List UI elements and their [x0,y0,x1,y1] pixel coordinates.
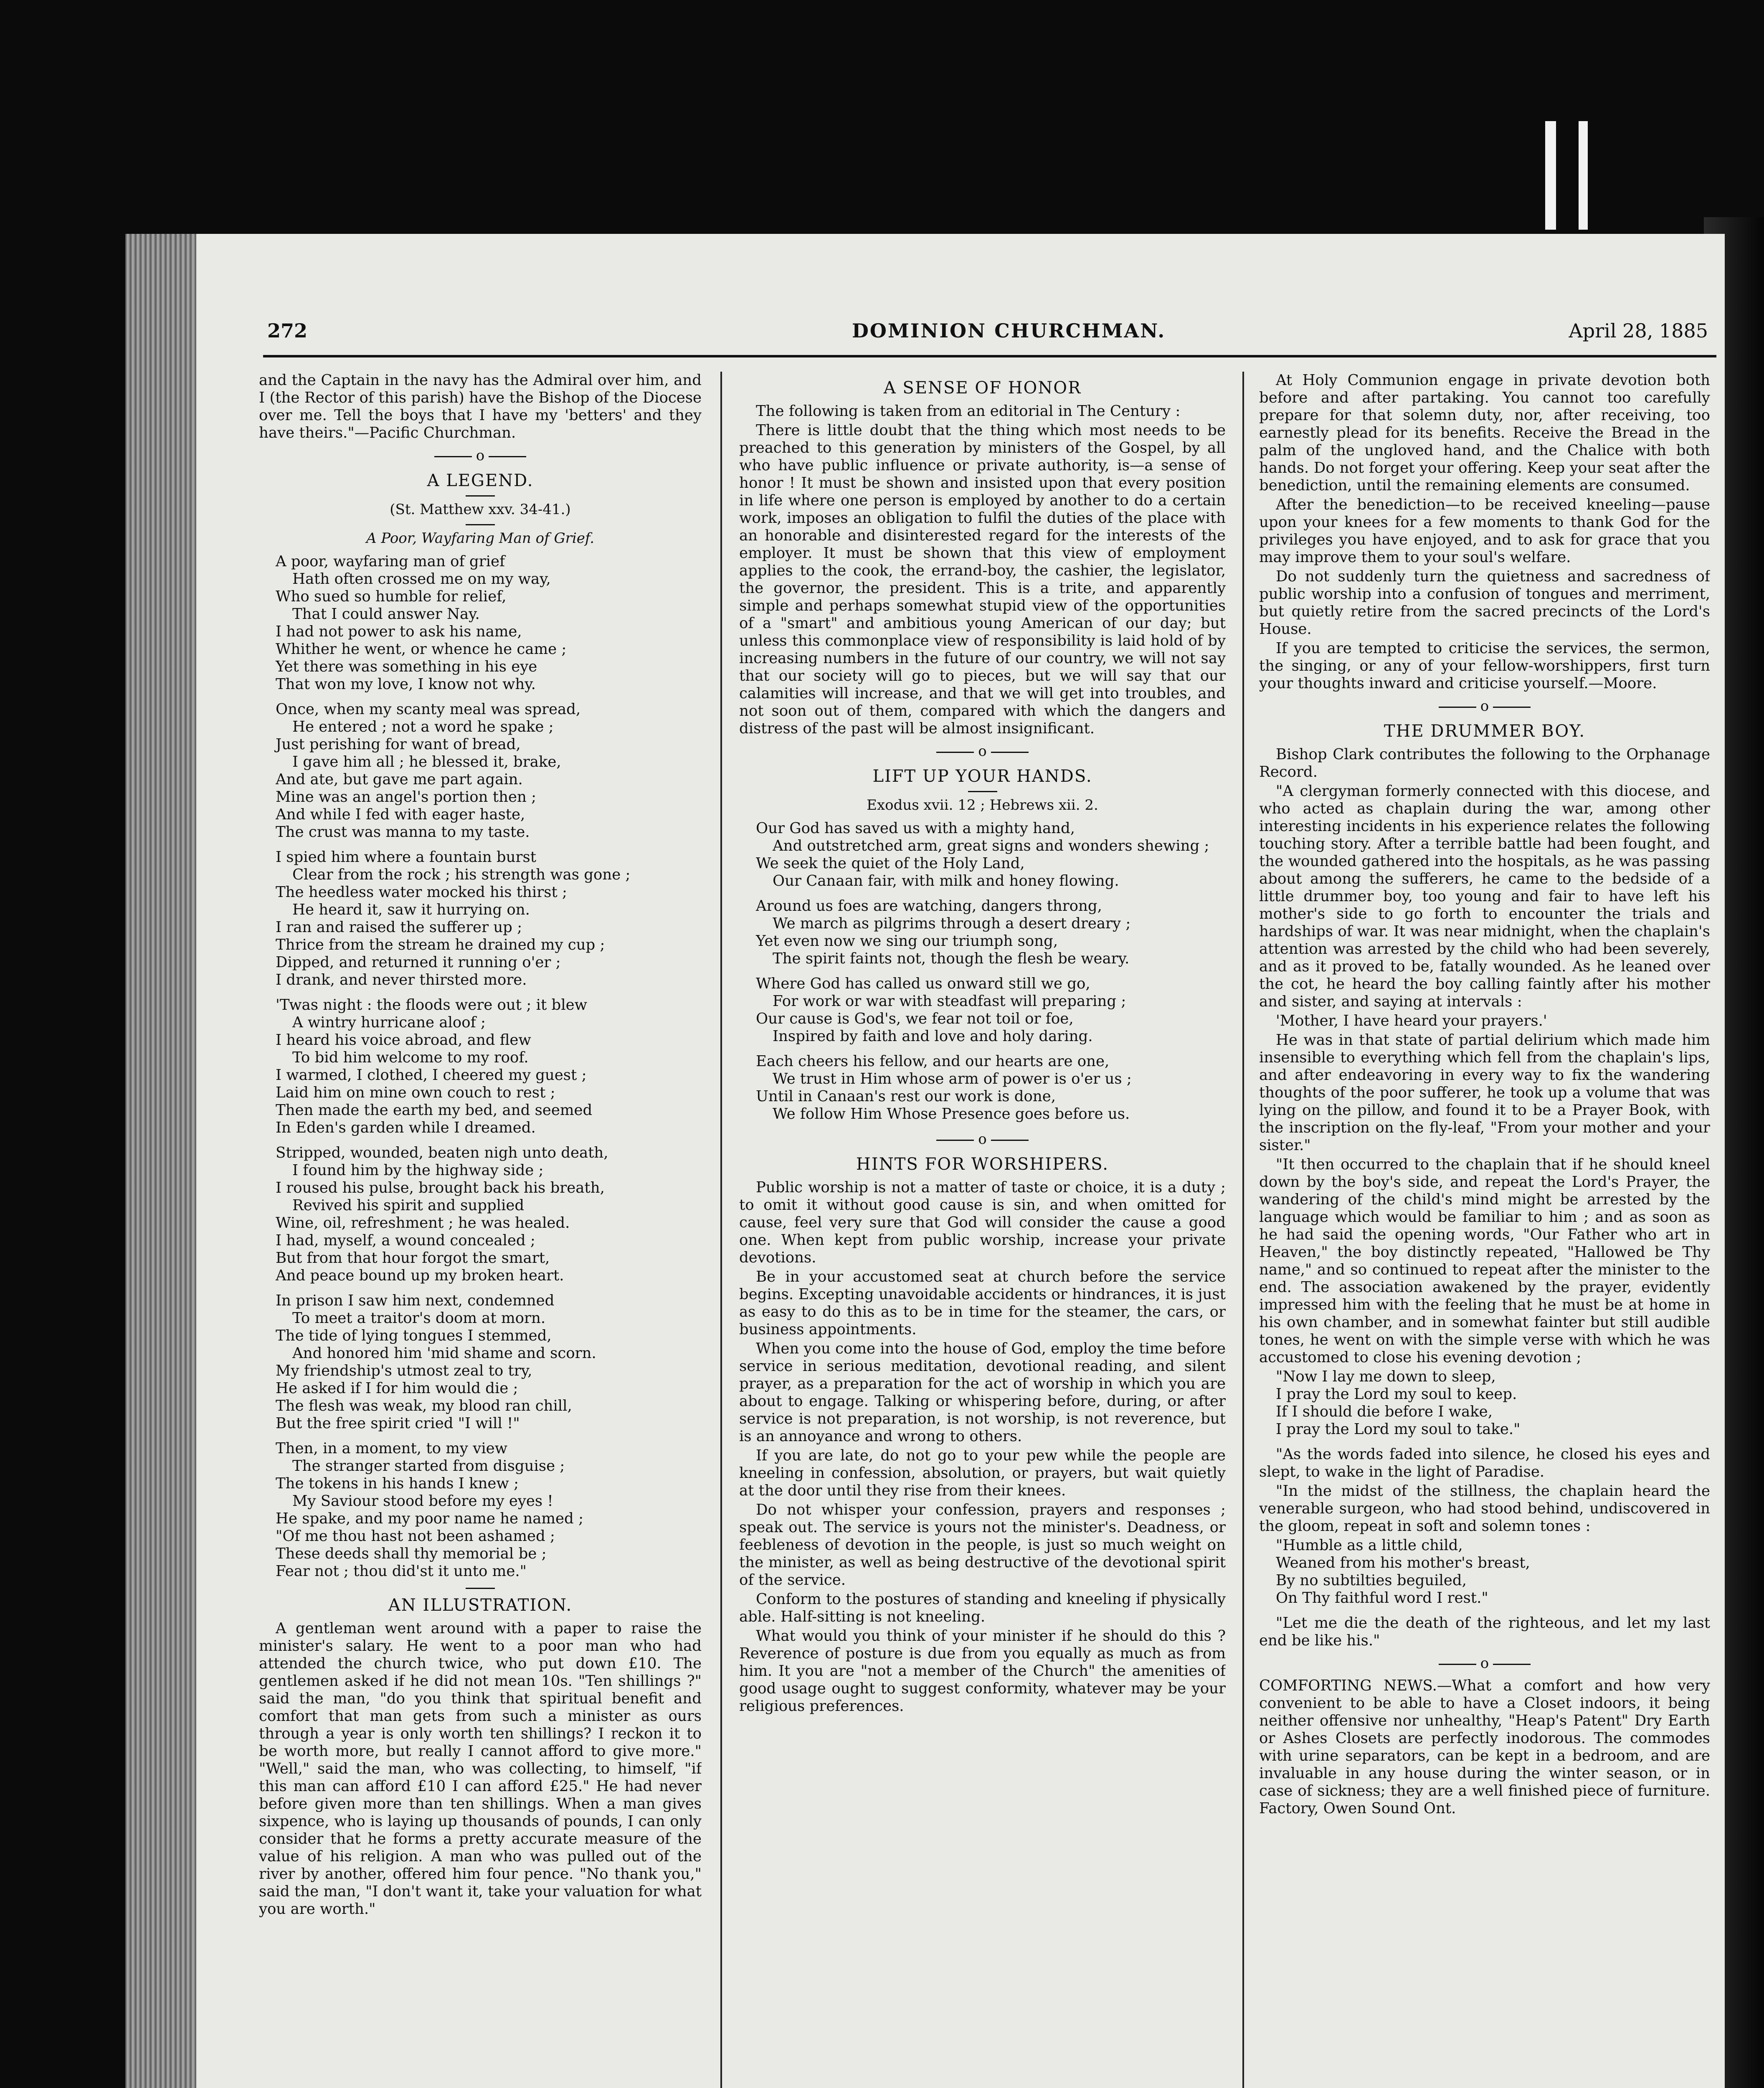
verse-line: Revived his spirit and supplied [292,1197,525,1214]
humble-verse [1276,1537,1710,1607]
paragraph: 'Mother, I have heard your prayers.' [1276,1012,1547,1029]
paragraph: "A clergyman formerly connected with this diocese, and who acted as chaplain during the war, among other interesting incidents in his experience relates the following touching story. After a terrible battle had been fought, and the wounded gathered into the hospitals, as he was passing about among the sufferers, he came to the bedside of a little drummer boy, too young and fair to have left his mother's side to go forth to encounter the trials and hardships of war. It was near midnight, when the chaplain's attention was arrested by the child who had been severely, and as it proved to be, fatally wounded. As he leaned over the cot, he heard the boy calling faintly after his mother and sister, and saying at intervals : [1259,783,1710,1010]
verse-line: And outstretched arm, great signs and wonders shewing ; [773,837,1209,854]
verse-line: Then made the earth my bed, and seemed [276,1102,593,1119]
verse-line: I heard his voice abroad, and flew [276,1031,531,1049]
verse-line: Hath often crossed me on my way, [292,570,551,588]
verse-line: My Saviour stood before my eyes ! [292,1493,553,1510]
verse-line: Where God has called us onward still we go, [756,975,1090,992]
verse-line: "Humble as a little child, [1276,1537,1463,1554]
issue-date: April 28, 1885 [1569,319,1708,342]
section-divider: o [1259,697,1710,715]
verse-line: The heedless water mocked his thirst ; [276,884,567,901]
verse-line: Our cause is God's, we fear not toil or foe, [756,1010,1074,1027]
comforting-news-ad: COMFORTING NEWS.—What a comfort and how very convenient to be able to have a Closet indoors, it being neither offensive nor unhealthy, "Heap's Patent" Dry Earth or Ashes Closets are perfectly inodorous. The commodes with urine separators, can be kept in a bedroom, and are invaluable in any house during the winter season, or in case of sickness; they are a well finished piece of furniture. Factory, Owen Sound Ont. [1259,1677,1710,1817]
title-underline [466,524,495,525]
verse-line: I had not power to ask his name, [276,623,522,640]
paragraph: Do not whisper your confession, prayers and responses ; speak out. The service is yours not the minister's. Deadness, or feebleness of devotion in the people, is just so much weight on the minister, as well as being destructive of the devotional spirit of the service. [739,1501,1226,1589]
verse-line: "Now I lay me down to sleep, [1276,1368,1496,1385]
illustration-title: AN ILLUSTRATION. [388,1596,573,1615]
verse-line: He asked if I for him would die ; [276,1380,518,1397]
verse-line: We seek the quiet of the Holy Land, [756,855,1025,872]
verse-line: Inspired by faith and love and holy daring. [773,1028,1093,1045]
stanza [756,897,1226,968]
verse-line: To meet a traitor's doom at morn. [292,1310,546,1327]
verse-line: Until in Canaan's rest our work is done, [756,1088,1056,1105]
verse-line: Who sued so humble for relief, [276,588,507,605]
verse-line: By no subtilties beguiled, [1276,1572,1467,1589]
scan-marker-top [1545,121,1556,230]
sense-of-honor-body: There is little doubt that the thing which most needs to be preached to this generation by ministers of the Gospel, by all who have public influence or private authority, is—a sense of honor ! It must be shown and insisted upon that every position in life where one person is employed by another to do a certain work, imposes an obligation to fulfil the duties of the place with an honorable and disinterested regard for the interests of the employer. It must be shown that this view of employment applies to the cook, the errand-boy, the cashier, the legislator, the governor, the president. This is a trite, and apparently simple and perhaps somewhat stupid view of the opportunities of a "smart" and ambitious young American of our day; but unless this commonplace view of responsibility is laid hold of by increasing numbers in the future of our country, we will not say that our society will go to pieces, but we will say that our calamities will increase, and that we will get into troubles, and not soon out of them, compared with which the dangers and distress of the past will be almost insignificant. [739,422,1226,737]
stanza [276,1144,702,1285]
verse-line: And honored him 'mid shame and scorn. [292,1345,596,1362]
stanza [276,1440,702,1580]
paragraph: After the benediction—to be received kneeling—pause upon your knees for a few moments to thank God for the privileges you have enjoyed, and to ask for grace that you may improve them to your soul's welfare. [1259,496,1710,566]
verse-line: Yet there was something in his eye [276,658,537,675]
verse-line: That won my love, I know not why. [276,676,536,693]
verse-line: I ran and raised the sufferer up ; [276,919,522,936]
verse-line: "Of me thou hast not been ashamed ; [276,1528,555,1545]
verse-line: Stripped, wounded, beaten nigh unto death, [276,1144,608,1161]
paragraph: He was in that state of partial delirium which made him insensible to everything which fell from the chaplain's lips, and after endeavoring in every way to fix the wandering thoughts of the poor sufferer, he took up a volume that was lying on the pillow, and found it to be a Prayer Book, with the inscription on the fly-leaf, "From your mother and your sister." [1259,1031,1710,1154]
hints-continued [1259,372,1710,692]
verse-line: Then, in a moment, to my view [276,1440,508,1457]
verse-line: Around us foes are watching, dangers throng, [756,897,1102,915]
verse-line: I gave him all ; he blessed it, brake, [292,753,561,770]
verse-line: I pray the Lord my soul to take." [1276,1421,1521,1438]
stanza [276,701,702,841]
verse-line: And while I fed with eager haste, [276,806,525,823]
verse-line: I drank, and never thirsted more. [276,971,527,988]
verse-line: A poor, wayfaring man of grief [276,553,505,570]
verse-line: He heard it, saw it hurrying on. [292,901,530,918]
sense-of-honor-intro: The following is taken from an editorial in The Century : [756,403,1181,420]
verse-line: We march as pilgrims through a desert dreary ; [773,915,1131,932]
verse-line: And peace bound up my broken heart. [276,1267,564,1284]
drummer-boy-title: THE DRUMMER BOY. [1384,722,1586,741]
paragraph: When you come into the house of God, employ the time before service in serious meditation, devotional reading, and silent prayer, as a preparation for the act of worship in which you are about to engage. Talking or whispering before, during, or after service is not preparation, is not worship, is not reverence, but is an annoyance and wrong to others. [739,1340,1226,1445]
prayer-verse [1276,1368,1710,1438]
verse-line: The stranger started from disguise ; [292,1457,565,1475]
legend-poem [259,553,702,1580]
paragraph: "It then occurred to the chaplain that if he should kneel down by the boy's side, and repeat the Lord's Prayer, the wandering of the child's mind might be arrested by the language which would be familiar to him ; and as soon as he had said the opening words, "Our Father who art in Heaven," the boy distinctly repeated, "Hallowed be Thy name," and so continued to repeat after the minister to the end. The association awakened by the prayer, evidently impressed him with the feeling that he must be at home in his own chamber, and in somewhat fainter but still audible tones, he went on with the simple verse with which he was accustomed to close his evening devotion ; [1259,1156,1710,1366]
verse-line: My friendship's utmost zeal to try, [276,1362,532,1379]
paragraph: If you are tempted to criticise the services, the sermon, the singing, or any of your fellow-worshippers, first turn your thoughts inward and criticise yourself.—Moore. [1259,640,1710,692]
paragraph: What would you think of your minister if he should do this ? Reverence of posture is due from you equally as much as from him. It you are "not a member of the Church" the amenities of good usage ought to suggest conformity, whatever may be your religious preferences. [739,1627,1226,1715]
verse-line: That I could answer Nay. [292,606,480,623]
verse-line: For work or war with steadfast will preparing ; [773,993,1126,1010]
verse-line: Fear not ; thou did'st it unto me." [276,1563,527,1580]
verse-line: Just perishing for want of bread, [276,736,521,753]
section-divider: o [259,447,702,464]
paragraph: Be in your accustomed seat at church before the service begins. Excepting unavoidable accidents or hindrances, it is just as easy to do this as to be in time for the steamer, the cars, or business appointments. [739,1268,1226,1338]
paragraph: Do not suddenly turn the quietness and sacredness of public worship into a confusion of tongues and merriment, but quietly retire from the sacred precincts of the Lord's House. [1259,568,1710,638]
scan-marker-top-2 [1579,121,1588,230]
verse-line: But from that hour forgot the smart, [276,1249,550,1267]
stanza [756,975,1226,1045]
verse-line: I warmed, I clothed, I cheered my guest ; [276,1067,587,1084]
verse-line: And ate, but gave me part again. [276,771,523,788]
stanza [276,849,702,989]
stanza [276,1292,702,1432]
verse-line: 'Twas night : the floods were out ; it blew [276,996,587,1014]
verse-line: Wine, oil, refreshment ; he was healed. [276,1214,570,1232]
section-divider-short [466,1588,495,1589]
verse-line: I pray the Lord my soul to keep. [1276,1386,1517,1403]
verse-line: The tide of lying tongues I stemmed, [276,1327,552,1344]
verse-line: Mine was an angel's portion then ; [276,788,537,806]
verse-line: Once, when my scanty meal was spread, [276,701,581,718]
page-number: 272 [267,319,308,342]
column-3 [1259,372,1710,2088]
legend-subtitle: A Poor, Wayfaring Man of Grief. [366,530,595,547]
lift-up-hands-poem [739,820,1226,1123]
stanza [276,553,702,693]
legend-title: A LEGEND. [427,471,534,490]
verse-line: He spake, and my poor name he named ; [276,1510,584,1527]
legend-scripture-ref: (St. Matthew xxv. 34-41.) [390,501,571,518]
verse-line: The spirit faints not, though the flesh be weary. [773,950,1130,967]
sense-of-honor-title: A SENSE OF HONOR [883,378,1082,398]
verse-line: He entered ; not a word he spake ; [292,718,554,735]
hints-list [739,1179,1226,1715]
paragraph: "In the midst of the stillness, the chaplain heard the venerable surgeon, who had stood behind, undiscovered in the gloom, repeat in soft and solemn tones : [1259,1482,1710,1535]
verse-line: But the free spirit cried "I will !" [276,1415,520,1432]
verse-line: Thrice from the stream he drained my cup ; [276,936,605,953]
title-underline [968,791,997,792]
drummer-boy-body-2 [1259,1446,1710,1535]
verse-line: The tokens in his hands I knew ; [276,1475,519,1492]
paragraph: Bishop Clark contributes the following to the Orphanage Record. [1259,746,1710,780]
section-divider: o [1259,1655,1710,1672]
verse-line: Each cheers his fellow, and our hearts are one, [756,1053,1110,1070]
verse-line: Dipped, and returned it running o'er ; [276,954,561,971]
drummer-boy-ending: "Let me die the death of the righteous, and let my last end be like his." [1259,1614,1710,1649]
verse-line: The flesh was weak, my blood ran chill, [276,1397,572,1414]
stanza [276,996,702,1137]
column-2 [739,372,1226,2088]
verse-line: On Thy faithful word I rest." [1276,1589,1488,1607]
title-underline [466,495,495,497]
lift-up-hands-title: LIFT UP YOUR HANDS. [872,767,1092,786]
verse-line: These deeds shall thy memorial be ; [276,1545,547,1562]
page-header [267,319,1721,353]
illustration-body: A gentleman went around with a paper to raise the minister's salary. He went to a poor man who had attended the church twice, who put down £10. The gentlemen asked if he did not mean 10s. "Ten shillings ?" said the man, "do you think that spiritual benefit and comfort that man gets from such a minister as ours through a year is only worth ten shillings? I reckon it to be worth more, but really I cannot afford to give more." "Well," said the man, who was collecting, to himself, "if this man can afford £10 I can afford £25." He had never before given more than ten shillings. When a man gives sixpence, who is laying up thousands of pounds, I can only consider that he forms a pretty accurate measure of the value of his religion. A man who was pulled out of the river by another, offered him four pence. "No thank you," said the man, "I don't want it, take your valuation for what you are worth." [259,1620,702,1918]
header-rule [263,355,1716,357]
column-rule-2 [1242,372,1244,2088]
paragraph: If you are late, do not go to your pew while the people are kneeling in confession, absolution, or prayers, but wait quietly at the door until they rise from their knees. [739,1447,1226,1499]
verse-line: If I should die before I wake, [1276,1403,1493,1420]
paragraph: At Holy Communion engage in private devotion both before and after partaking. You cannot too carefully prepare for that solemn duty, nor, after receiving, too earnestly plead for its benefits. Receive the Bread in the palm of the ungloved hand, and the Chalice with both hands. Do not forget your offering. Keep your seat after the benediction, until the remaining elements are consumed. [1259,372,1710,494]
verse-line: Laid him on mine own couch to rest ; [276,1084,555,1101]
section-divider: o [739,742,1226,760]
paragraph: "As the words faded into silence, he closed his eyes and slept, to wake in the light of Paradise. [1259,1446,1710,1480]
verse-line: To bid him welcome to my roof. [292,1049,529,1066]
paragraph: Public worship is not a matter of taste or choice, it is a duty ; to omit it without good cause is sin, and when omitted for cause, feel very sure that God will consider the cause a good one. When kept from public worship, increase your private devotions. [739,1179,1226,1266]
verse-line: We trust in Him whose arm of power is o'er us ; [773,1070,1132,1087]
verse-line: Weaned from his mother's breast, [1276,1554,1530,1571]
verse-line: We follow Him Whose Presence goes before us. [773,1105,1130,1123]
verse-line: I spied him where a fountain burst [276,849,536,866]
hints-title: HINTS FOR WORSHIPERS. [856,1155,1109,1174]
verse-line: A wintry hurricane aloof ; [292,1014,486,1031]
verse-line: Our Canaan fair, with milk and honey flowing. [773,872,1119,889]
column-rule-1 [720,372,722,2088]
verse-line: I roused his pulse, brought back his breath, [276,1179,605,1196]
book-page-edges [125,234,200,2088]
newspaper-title: DOMINION CHURCHMAN. [852,319,1166,342]
verse-line: Clear from the rock ; his strength was gone ; [292,866,631,883]
section-divider: o [739,1130,1226,1148]
stanza [756,1053,1226,1123]
verse-line: Yet even now we sing our triumph song, [756,933,1058,950]
verse-line: In prison I saw him next, condemned [276,1292,555,1309]
verse-line: Whither he went, or whence he came ; [276,641,567,658]
pacific-churchman-excerpt: and the Captain in the navy has the Admiral over him, and I (the Rector of this parish) have the Bishop of the Diocese over me. Tell the boys that I have my 'betters' and they have theirs."—Pacific Churchman. [259,372,702,441]
column-1 [259,372,702,2088]
newspaper-page [196,234,1725,2088]
lift-up-hands-ref: Exodus xvii. 12 ; Hebrews xii. 2. [867,797,1098,813]
verse-line: I found him by the highway side ; [292,1162,544,1179]
verse-line: The crust was manna to my taste. [276,824,530,841]
verse-line: Our God has saved us with a mighty hand, [756,820,1075,837]
stanza [756,820,1226,890]
verse-line: I had, myself, a wound concealed ; [276,1232,535,1249]
verse-line: In Eden's garden while I dreamed. [276,1119,536,1136]
drummer-boy-body [1259,746,1710,1366]
paragraph: Conform to the postures of standing and kneeling if physically able. Half-sitting is not kneeling. [739,1591,1226,1625]
